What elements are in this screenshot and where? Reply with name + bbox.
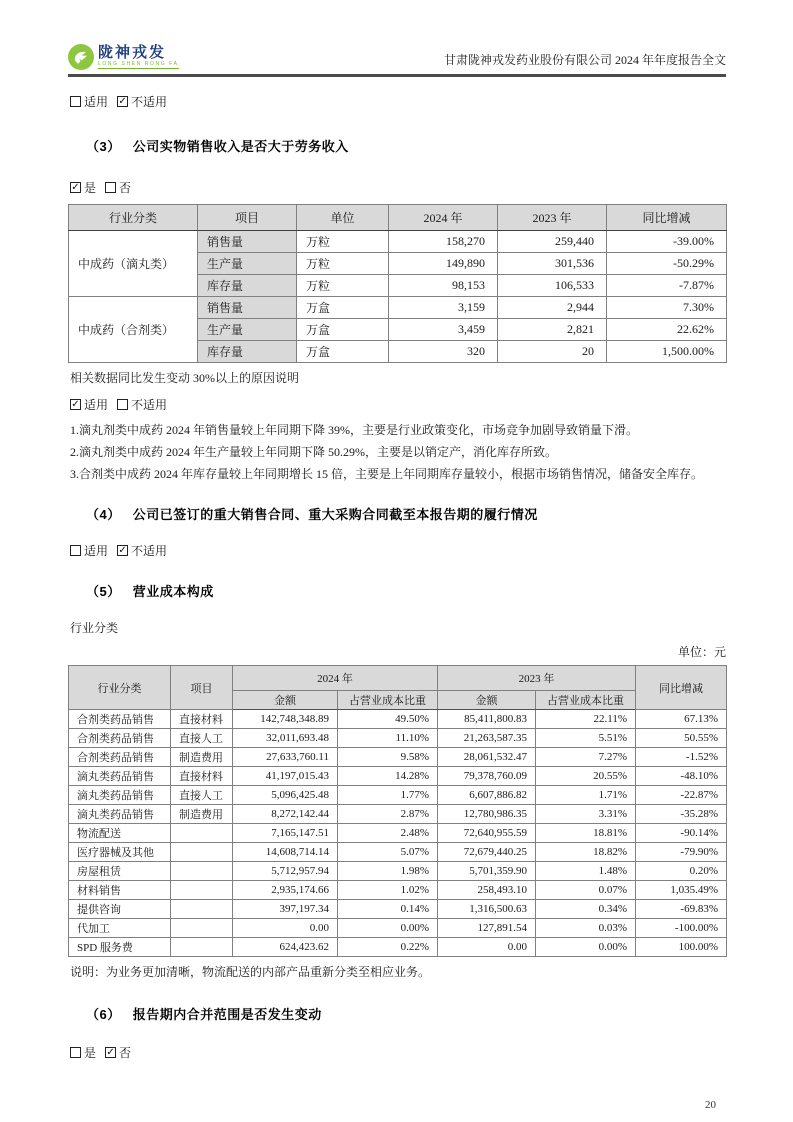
yoy-cell: -39.00% <box>607 231 727 253</box>
cost-table-row <box>69 862 727 881</box>
unchecked-checkbox-icon <box>105 182 116 193</box>
yoy-cell: -48.10% <box>636 767 727 786</box>
yoy-cell: -7.87% <box>607 275 727 297</box>
checkbox-label: 否 <box>119 181 132 195</box>
checked-checkbox-icon: ✓ <box>118 544 127 556</box>
amount-2024-cell: 7,165,147.51 <box>233 824 338 843</box>
item-cell <box>171 881 233 900</box>
company-logo <box>68 44 179 70</box>
production-table-header-row <box>69 205 727 231</box>
ratio-2023-cell: 18.82% <box>536 843 636 862</box>
page-number: 20 <box>705 1099 716 1111</box>
checked-checkbox-icon: ✓ <box>71 181 80 193</box>
cost-table-row <box>69 900 727 919</box>
yoy-cell: -1.52% <box>636 748 727 767</box>
yoy-cell: -69.83% <box>636 900 727 919</box>
col-header-ratio-2023: 占营业成本比重 <box>536 691 636 710</box>
ratio-2024-cell: 2.48% <box>338 824 438 843</box>
col-header-2023-group: 2023 年 <box>438 666 636 691</box>
item-cell <box>171 900 233 919</box>
amount-2024-cell: 142,748,348.89 <box>233 710 338 729</box>
industry-cell: SPD 服务费 <box>69 938 171 957</box>
y2023-cell: 2,821 <box>498 319 607 341</box>
industry-classification-label: 行业分类 <box>70 621 119 635</box>
amount-2024-cell: 397,197.34 <box>233 900 338 919</box>
unchecked-checkbox-icon <box>70 1047 81 1058</box>
industry-cell: 代加工 <box>69 919 171 938</box>
amount-2023-cell: 79,378,760.09 <box>438 767 536 786</box>
checkbox-option <box>105 179 131 196</box>
checkbox-label: 是 <box>84 1046 97 1060</box>
logo-text <box>98 45 179 69</box>
y2024-cell: 158,270 <box>389 231 498 253</box>
industry-cell: 滴丸类药品销售 <box>69 786 171 805</box>
industry-cell: 合剂类药品销售 <box>69 729 171 748</box>
category-cell: 中成药（合剂类） <box>69 297 198 363</box>
yoy-cell: 22.62% <box>607 319 727 341</box>
col-header-item: 项目 <box>171 666 233 710</box>
cost-table-row <box>69 805 727 824</box>
ratio-2024-cell: 9.58% <box>338 748 438 767</box>
industry-cell: 材料销售 <box>69 881 171 900</box>
y2023-cell: 2,944 <box>498 297 607 319</box>
y2023-cell: 259,440 <box>498 231 607 253</box>
cost-table-row <box>69 938 727 957</box>
yoy-cell: 0.20% <box>636 862 727 881</box>
item-cell: 销售量 <box>198 231 297 253</box>
amount-2023-cell: 5,701,359.90 <box>438 862 536 881</box>
amount-2024-cell: 8,272,142.44 <box>233 805 338 824</box>
item-cell: 直接材料 <box>171 710 233 729</box>
unit-cell: 万盒 <box>297 319 389 341</box>
ratio-2023-cell: 0.00% <box>536 938 636 957</box>
yoy-cell: 100.00% <box>636 938 727 957</box>
item-cell: 直接材料 <box>171 767 233 786</box>
apply-checkline <box>70 396 726 413</box>
section-title: 公司已签订的重大销售合同、重大采购合同截至本报告期的履行情况 <box>132 507 538 522</box>
production-sales-table <box>68 204 727 363</box>
col-header-amount-2024: 金额 <box>233 691 338 710</box>
checkbox-label: 不适用 <box>131 544 168 558</box>
checkbox-label: 适用 <box>84 544 109 558</box>
yoy-cell: -100.00% <box>636 919 727 938</box>
y2023-cell: 301,536 <box>498 253 607 275</box>
yes-no-checkline <box>70 1044 726 1061</box>
item-cell <box>171 843 233 862</box>
amount-2023-cell: 6,607,886.82 <box>438 786 536 805</box>
checkbox-label: 否 <box>119 1046 132 1060</box>
checkbox-option <box>105 1044 131 1061</box>
reason-item: 1.滴丸剂类中成药 2024 年销售量较上年同期下降 39%，主要是行业政策变化，市场竞争加剧导致销量下滑。 <box>70 423 638 437</box>
amount-2023-cell: 0.00 <box>438 938 536 957</box>
item-cell: 制造费用 <box>171 805 233 824</box>
unchecked-checkbox-icon <box>117 399 128 410</box>
amount-2023-cell: 127,891.54 <box>438 919 536 938</box>
category-cell: 中成药（滴丸类） <box>69 231 198 297</box>
amount-2023-cell: 12,780,986.35 <box>438 805 536 824</box>
industry-cell: 物流配送 <box>69 824 171 843</box>
amount-2024-cell: 0.00 <box>233 919 338 938</box>
cost-table-row <box>69 824 727 843</box>
col-header-unit: 单位 <box>297 205 389 231</box>
cost-table-row <box>69 729 727 748</box>
amount-2024-cell: 624,423.62 <box>233 938 338 957</box>
yoy-cell: -22.87% <box>636 786 727 805</box>
reason-item: 3.合剂类中成药 2024 年库存量较上年同期增长 15 倍，主要是上年同期库存量较小，根据市场销售情况，储备安全库存。 <box>70 467 704 481</box>
y2024-cell: 98,153 <box>389 275 498 297</box>
y2023-cell: 106,533 <box>498 275 607 297</box>
amount-2024-cell: 32,011,693.48 <box>233 729 338 748</box>
checkbox-label: 不适用 <box>131 398 168 412</box>
y2024-cell: 149,890 <box>389 253 498 275</box>
unit-cell: 万盒 <box>297 297 389 319</box>
cost-table-row <box>69 748 727 767</box>
yoy-cell: -79.90% <box>636 843 727 862</box>
yoy-cell: 1,500.00% <box>607 341 727 363</box>
ratio-2023-cell: 18.81% <box>536 824 636 843</box>
section-number: （5） <box>86 584 121 599</box>
brand-name-cn: 陇神戎发 <box>98 44 167 61</box>
unchecked-checkbox-icon <box>70 96 81 107</box>
cost-table-header-row-1 <box>69 666 727 691</box>
ratio-2024-cell: 5.07% <box>338 843 438 862</box>
reason-item: 2.滴丸剂类中成药 2024 年生产量较上年同期下降 50.29%，主要是以销定产，消化库存所致。 <box>70 445 557 459</box>
y2023-cell: 20 <box>498 341 607 363</box>
checkbox-option <box>117 93 167 110</box>
ratio-2023-cell: 0.34% <box>536 900 636 919</box>
section-heading-6 <box>86 1004 726 1023</box>
checkbox-label: 是 <box>84 181 97 195</box>
document-title: 甘肃陇神戎发药业股份有限公司 2024 年年度报告全文 <box>443 53 726 67</box>
yes-no-checkline <box>70 179 726 196</box>
checkbox-label: 适用 <box>84 95 109 109</box>
ratio-2023-cell: 22.11% <box>536 710 636 729</box>
yoy-cell: 7.30% <box>607 297 727 319</box>
checkbox-option <box>117 396 167 413</box>
col-header-amount-2023: 金额 <box>438 691 536 710</box>
amount-2023-cell: 1,316,500.63 <box>438 900 536 919</box>
amount-2023-cell: 85,411,800.83 <box>438 710 536 729</box>
industry-cell: 滴丸类药品销售 <box>69 767 171 786</box>
cost-table-row <box>69 710 727 729</box>
unit-cell: 万粒 <box>297 253 389 275</box>
cost-table-row <box>69 767 727 786</box>
yoy-cell: 67.13% <box>636 710 727 729</box>
yoy-cell: -50.29% <box>607 253 727 275</box>
amount-2023-cell: 21,263,587.35 <box>438 729 536 748</box>
amount-2024-cell: 27,633,760.11 <box>233 748 338 767</box>
ratio-2024-cell: 1.02% <box>338 881 438 900</box>
industry-cell: 合剂类药品销售 <box>69 748 171 767</box>
section-title: 营业成本构成 <box>132 584 214 599</box>
col-header-2024-group: 2024 年 <box>233 666 438 691</box>
ratio-2023-cell: 0.07% <box>536 881 636 900</box>
checkbox-option <box>70 179 96 196</box>
variation-note-title: 相关数据同比发生变动 30%以上的原因说明 <box>70 371 299 385</box>
section-title: 公司实物销售收入是否大于劳务收入 <box>132 139 349 154</box>
col-header-industry: 行业分类 <box>69 205 198 231</box>
ratio-2024-cell: 14.28% <box>338 767 438 786</box>
item-cell: 直接人工 <box>171 729 233 748</box>
ratio-2023-cell: 5.51% <box>536 729 636 748</box>
yoy-cell: -35.28% <box>636 805 727 824</box>
amount-2023-cell: 28,061,532.47 <box>438 748 536 767</box>
col-header-ratio-2024: 占营业成本比重 <box>338 691 438 710</box>
amount-2024-cell: 2,935,174.66 <box>233 881 338 900</box>
col-header-2023: 2023 年 <box>498 205 607 231</box>
ratio-2024-cell: 0.22% <box>338 938 438 957</box>
item-cell: 生产量 <box>198 253 297 275</box>
ratio-2024-cell: 0.00% <box>338 919 438 938</box>
ratio-2024-cell: 49.50% <box>338 710 438 729</box>
industry-cell: 提供咨询 <box>69 900 171 919</box>
applicability-checkline <box>70 542 726 559</box>
logo-bird-icon <box>68 44 94 70</box>
y2024-cell: 320 <box>389 341 498 363</box>
applicability-checkline <box>70 93 726 110</box>
y2024-cell: 3,159 <box>389 297 498 319</box>
checked-checkbox-icon: ✓ <box>118 95 127 107</box>
section-number: （4） <box>86 507 121 522</box>
industry-cell: 房屋租赁 <box>69 862 171 881</box>
section-heading-4 <box>86 504 726 523</box>
ratio-2023-cell: 3.31% <box>536 805 636 824</box>
item-cell: 销售量 <box>198 297 297 319</box>
unit-cell: 万粒 <box>297 275 389 297</box>
brand-name-en: LONG SHEN RONG FA <box>98 61 179 67</box>
section-heading-3 <box>86 136 726 155</box>
operating-cost-table <box>68 665 727 957</box>
ratio-2024-cell: 1.77% <box>338 786 438 805</box>
section-number: （6） <box>86 1007 121 1022</box>
item-cell: 库存量 <box>198 275 297 297</box>
item-cell: 制造费用 <box>171 748 233 767</box>
amount-2024-cell: 5,096,425.48 <box>233 786 338 805</box>
industry-cell: 合剂类药品销售 <box>69 710 171 729</box>
industry-cell: 滴丸类药品销售 <box>69 805 171 824</box>
yoy-cell: 50.55% <box>636 729 727 748</box>
item-cell <box>171 824 233 843</box>
unchecked-checkbox-icon <box>70 545 81 556</box>
col-header-2024: 2024 年 <box>389 205 498 231</box>
checked-checkbox-icon: ✓ <box>71 398 80 410</box>
production-table-row <box>69 297 727 319</box>
ratio-2023-cell: 0.03% <box>536 919 636 938</box>
unit-cell: 万粒 <box>297 231 389 253</box>
col-header-yoy: 同比增减 <box>636 666 727 710</box>
section-number: （3） <box>86 139 121 154</box>
checked-checkbox-icon: ✓ <box>106 1046 115 1058</box>
item-cell <box>171 862 233 881</box>
ratio-2023-cell: 1.48% <box>536 862 636 881</box>
cost-table-row <box>69 881 727 900</box>
cost-table-row <box>69 919 727 938</box>
ratio-2024-cell: 2.87% <box>338 805 438 824</box>
ratio-2024-cell: 1.98% <box>338 862 438 881</box>
item-cell: 直接人工 <box>171 786 233 805</box>
unit-label: 单位：元 <box>677 645 726 659</box>
amount-2024-cell: 41,197,015.43 <box>233 767 338 786</box>
section-title: 报告期内合并范围是否发生变动 <box>132 1007 322 1022</box>
col-header-yoy: 同比增减 <box>607 205 727 231</box>
checkbox-option <box>70 396 108 413</box>
production-table-row <box>69 231 727 253</box>
ratio-2023-cell: 7.27% <box>536 748 636 767</box>
amount-2023-cell: 72,640,955.59 <box>438 824 536 843</box>
y2024-cell: 3,459 <box>389 319 498 341</box>
checkbox-option <box>117 542 167 559</box>
amount-2024-cell: 5,712,957.94 <box>233 862 338 881</box>
item-cell: 生产量 <box>198 319 297 341</box>
cost-table-note: 说明：为业务更加清晰，物流配送的内部产品重新分类至相应业务。 <box>70 965 431 979</box>
ratio-2024-cell: 11.10% <box>338 729 438 748</box>
page-header <box>68 0 726 77</box>
checkbox-option <box>70 542 108 559</box>
cost-table-row <box>69 843 727 862</box>
cost-table-row <box>69 786 727 805</box>
yoy-cell: 1,035.49% <box>636 881 727 900</box>
checkbox-label: 适用 <box>84 398 109 412</box>
item-cell <box>171 919 233 938</box>
yoy-cell: -90.14% <box>636 824 727 843</box>
ratio-2023-cell: 1.71% <box>536 786 636 805</box>
ratio-2024-cell: 0.14% <box>338 900 438 919</box>
col-header-item: 项目 <box>198 205 297 231</box>
unit-cell: 万盒 <box>297 341 389 363</box>
amount-2024-cell: 14,608,714.14 <box>233 843 338 862</box>
checkbox-option <box>70 93 108 110</box>
col-header-industry: 行业分类 <box>69 666 171 710</box>
item-cell: 库存量 <box>198 341 297 363</box>
industry-cell: 医疗器械及其他 <box>69 843 171 862</box>
item-cell <box>171 938 233 957</box>
amount-2023-cell: 258,493.10 <box>438 881 536 900</box>
section-heading-5 <box>86 581 726 600</box>
ratio-2023-cell: 20.55% <box>536 767 636 786</box>
checkbox-label: 不适用 <box>131 95 168 109</box>
checkbox-option <box>70 1044 96 1061</box>
amount-2023-cell: 72,679,440.25 <box>438 843 536 862</box>
